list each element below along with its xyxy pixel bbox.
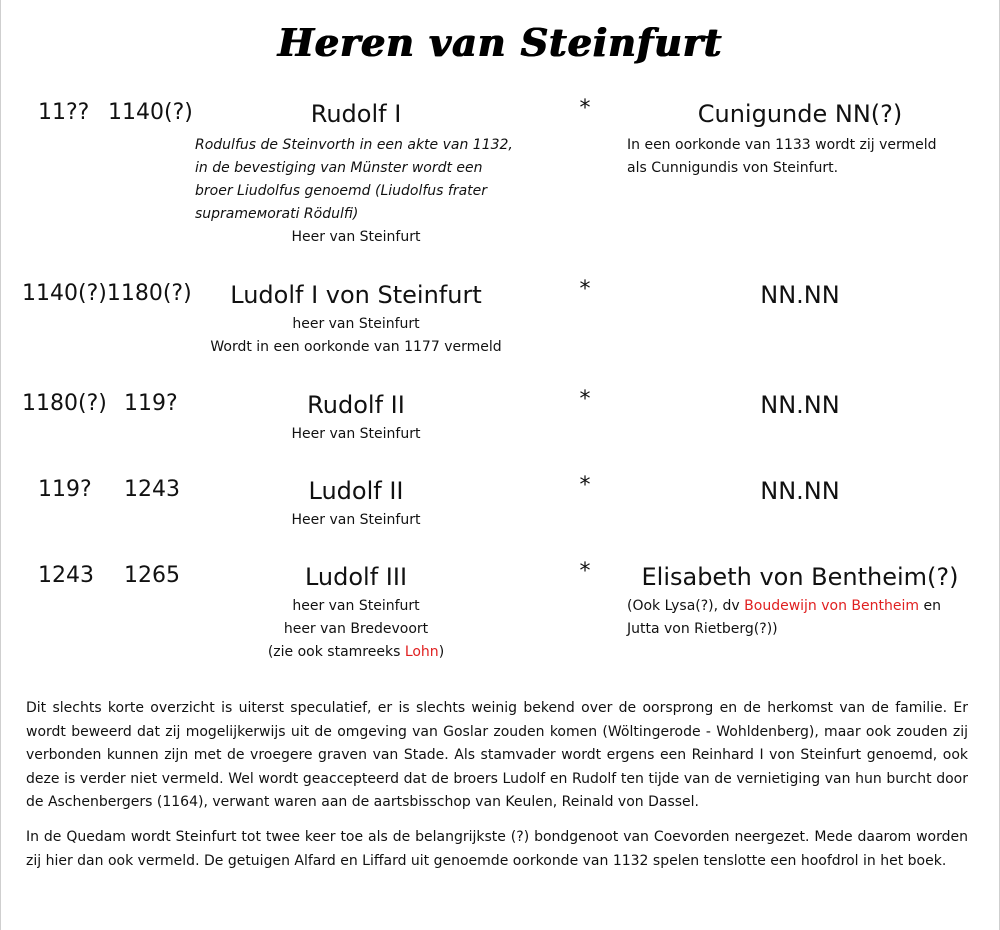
person-name: Rudolf I bbox=[310, 100, 402, 128]
history-paragraph-1: Dit slechts korte overzicht is uiterst speculatief, er is slechts weinig bekend over de oorsprong en de herkomst van de familie. Er wordt beweerd dat zij mogelijkerwijs uit de omgeving van Goslar zouden komen (Wöltingerode - Wohldenberg), maar ook zouden zij verbonden kunnen zijn met de vroegere graven van Stade. Als stamvader wordt ergens een Reinhard I von Steinfurt genoemd, ook deze is verder niet vermeld. Wel wordt geaccepteerd dat de broers Ludolf en Rudolf ten tijde van de vernietiging van hun burcht door de Aschenbergers (1164), verwant waren aan de aartsbisschop van Keulen, Reinald von Dassel. bbox=[26, 700, 968, 810]
person-name: Ludolf I von Steinfurt bbox=[230, 281, 482, 309]
history-paragraph-2: In de Quedam wordt Steinfurt tot twee keer toe als de belangrijkste (?) bondgenoot van Coevorden neergezet. Mede daarom worden zij hier dan ook vermeld. De getuigen Alfard en Liffard uit genoemde oorkonde van 1132 spelen tenslotte een hoofdrol in het boek. bbox=[26, 829, 968, 869]
year-from: 119? bbox=[38, 477, 92, 502]
year-to: 1140(?) bbox=[108, 100, 193, 125]
spouse-name: NN.NN bbox=[760, 477, 840, 505]
note-line: broer Liudolfus genoemd (Liudolfus frater bbox=[195, 183, 488, 199]
note-line: in de bevestiging van Münster wordt een bbox=[195, 160, 483, 176]
marriage-star: * bbox=[579, 387, 591, 412]
person-name: Ludolf II bbox=[308, 477, 404, 505]
year-from: 1243 bbox=[38, 563, 94, 588]
spouse-note-line: als Cunnigundis von Steinfurt. bbox=[627, 160, 839, 176]
spouse-note bbox=[627, 134, 977, 180]
person-title-2: heer van Bredevoort bbox=[283, 621, 429, 637]
marriage-star: * bbox=[579, 473, 591, 498]
spouse-name: Elisabeth von Bentheim(?) bbox=[641, 563, 959, 591]
lohn-link[interactable]: Lohn bbox=[404, 644, 439, 660]
marriage-star: * bbox=[579, 96, 591, 121]
year-range: 1140(?)1180(?) bbox=[22, 281, 192, 306]
person-note bbox=[195, 134, 517, 226]
spouse-prefix: (Ook Lysa(?), dv bbox=[627, 598, 745, 614]
boudewijn-link[interactable]: Boudewijn von Bentheim bbox=[744, 598, 920, 614]
person-note: Wordt in een oorkonde van 1177 vermeld bbox=[210, 339, 502, 355]
spouse-note-line: Jutta von Rietberg(?)) bbox=[627, 621, 778, 637]
year-from: 11?? bbox=[38, 100, 90, 125]
ref-suffix: ) bbox=[438, 644, 445, 660]
year-to: 1243 bbox=[124, 477, 180, 502]
spouse-mid: en bbox=[919, 598, 941, 614]
person-title: heer van Steinfurt bbox=[292, 316, 420, 332]
marriage-star: * bbox=[579, 277, 591, 302]
year-to: 1265 bbox=[124, 563, 180, 588]
ref-prefix: (zie ook stamreeks bbox=[267, 644, 405, 660]
page-border-left bbox=[0, 0, 1, 930]
year-to: 119? bbox=[124, 391, 178, 416]
stamreeks-reference bbox=[195, 641, 517, 664]
person-name: Rudolf II bbox=[307, 391, 405, 419]
person-name: Ludolf III bbox=[304, 563, 408, 591]
note-line: suprameмorati Rödulfi) bbox=[195, 206, 359, 222]
spouse-note-line: In een oorkonde van 1133 wordt zij vermeld bbox=[627, 137, 937, 153]
note-line: Rodulfus de Steinvorth in een akte van 1132, bbox=[195, 137, 513, 153]
person-title: heer van Steinfurt bbox=[292, 598, 420, 614]
page-title: Heren van Steinfurt bbox=[277, 20, 723, 65]
year-from: 1180(?) bbox=[22, 391, 107, 416]
spouse-name: Cunigunde NN(?) bbox=[697, 100, 903, 128]
marriage-star: * bbox=[579, 559, 591, 584]
person-title: Heer van Steinfurt bbox=[291, 229, 421, 245]
spouse-note-line bbox=[627, 595, 977, 618]
person-title: Heer van Steinfurt bbox=[291, 426, 421, 442]
spouse-note bbox=[627, 595, 977, 641]
spouse-name: NN.NN bbox=[760, 391, 840, 419]
spouse-name: NN.NN bbox=[760, 281, 840, 309]
person-title: Heer van Steinfurt bbox=[291, 512, 421, 528]
